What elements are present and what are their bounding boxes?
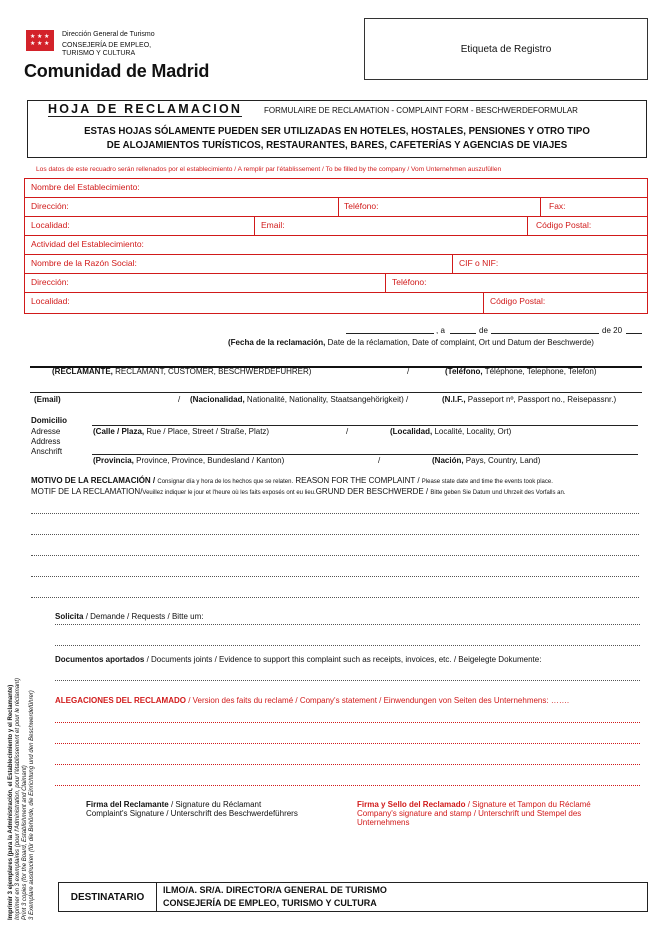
company-postal-field[interactable] bbox=[483, 293, 649, 314]
date-year-line[interactable] bbox=[626, 333, 642, 334]
anschrift-label: Anschrift bbox=[31, 447, 63, 456]
cif-field[interactable] bbox=[452, 255, 649, 273]
activity-label: Actividad del Establecimiento: bbox=[31, 239, 144, 249]
establishment-name-field[interactable] bbox=[25, 179, 649, 197]
establishment-email-field[interactable] bbox=[254, 217, 527, 235]
org-line-1: Dirección General de Turismo bbox=[62, 31, 155, 38]
recipient-line-1: ILMO/A. SR/A. DIRECTOR/A GENERAL DE TURISMO bbox=[163, 885, 387, 895]
registration-label-box bbox=[364, 18, 648, 80]
region-title: Comunidad de Madrid bbox=[24, 61, 210, 81]
establishment-postal-field[interactable] bbox=[527, 217, 649, 235]
date-day-line[interactable] bbox=[450, 333, 476, 334]
documents-line[interactable] bbox=[55, 680, 640, 681]
company-city-label: Localidad: bbox=[31, 296, 70, 306]
company-name-label: Nombre de la Razón Social: bbox=[31, 258, 137, 268]
recipient-box bbox=[58, 882, 648, 912]
madrid-flag-logo: ★ ★ ★ ★ ★ ★ bbox=[26, 30, 54, 51]
email-caption: (Email) bbox=[34, 395, 61, 404]
establishment-data-table bbox=[24, 178, 648, 314]
street-caption: (Calle / Plaza, Rue / Place, Street / Straße, Platz) bbox=[93, 427, 270, 436]
documents-caption: Documentos aportados / Documents joints / Evidence to support this complaint such as receipts, invoices, etc. / Beigelegte Dokumente: bbox=[55, 655, 542, 664]
company-phone-field[interactable] bbox=[385, 274, 649, 292]
reason-caption-2: MOTIF DE LA RECLAMATION/Veuillez indiquer le jour et l'heure où les faits exposés ont eu lieu.GRUND DER BESCHWERDE / Bitte geben Sie Datum und Uhrzeit des Vorfalls an. bbox=[31, 487, 566, 496]
allegations-caption: ALEGACIONES DEL RECLAMADO / Version des faits du reclamé / Company's statement / Einwendungen von Seiten des Unternehmens: ……. bbox=[55, 696, 570, 705]
form-title: HOJA DE RECLAMACION bbox=[48, 102, 243, 116]
establishment-name-label: Nombre del Establecimiento: bbox=[31, 182, 140, 192]
company-address-label: Dirección: bbox=[31, 277, 69, 287]
request-caption: Solicita / Demande / Requests / Bitte um: bbox=[55, 612, 204, 621]
company-city-field[interactable] bbox=[25, 293, 483, 314]
allegations-line[interactable] bbox=[55, 764, 640, 765]
org-line-2: CONSEJERÍA DE EMPLEO, bbox=[62, 42, 152, 49]
street-line[interactable] bbox=[92, 425, 638, 426]
email-label: Email: bbox=[261, 220, 285, 230]
title-box bbox=[27, 100, 647, 158]
claimant-phone-caption: (Teléfono, Téléphone, Telephone, Telefon) bbox=[445, 367, 597, 376]
company-signature-caption[interactable]: Firma y Sello del Reclamado / Signature et Tampon du Réclamé Company's signature and stamp / Unterschrift und Stempel des Unternehmens bbox=[357, 800, 591, 827]
copies-note: Imprimir 3 ejemplares (para la Administración, el Establecimiento y el Reclamante) Imprimer en 3 exemplaires (pour l'Administration, pour l'établissement et pour le réclamant) Print 3 copies (for the Board, Establishment and Claimant) 3 Exemplare ausdrucken (für die Behörde, die Einrichtung und den Beschwerdeführer) bbox=[8, 677, 35, 920]
date-month-line[interactable] bbox=[491, 333, 599, 334]
allegations-line[interactable] bbox=[55, 722, 640, 723]
recipient-label: DESTINATARIO bbox=[59, 883, 157, 911]
postal-label: Código Postal: bbox=[536, 220, 592, 230]
allegations-line[interactable] bbox=[55, 785, 640, 786]
claimant-email-line[interactable] bbox=[30, 392, 642, 393]
date-caption: (Fecha de la reclamación, Date de la réclamation, Date of complaint, Ort und Datum der Beschwerde) bbox=[228, 338, 594, 347]
company-postal-label: Código Postal: bbox=[490, 296, 546, 306]
date-comma-a: , a bbox=[436, 326, 445, 335]
locality-caption: (Localidad, Localité, Locality, Ort) bbox=[390, 427, 512, 436]
allegations-line[interactable] bbox=[55, 743, 640, 744]
request-line[interactable] bbox=[55, 624, 640, 625]
request-line[interactable] bbox=[55, 645, 640, 646]
form-title-translations: FORMULAIRE DE RECLAMATION - COMPLAINT FORM - BESCHWERDEFORMULAR bbox=[264, 106, 578, 115]
company-name-field[interactable] bbox=[25, 255, 452, 273]
establishment-activity-field[interactable] bbox=[25, 236, 649, 254]
establishment-address-field[interactable] bbox=[25, 198, 338, 216]
slash-3: / bbox=[346, 427, 349, 436]
org-line-3: TURISMO Y CULTURA bbox=[62, 50, 136, 57]
address-en-label: Address bbox=[31, 437, 61, 446]
establishment-phone-field[interactable] bbox=[338, 198, 540, 216]
nationality-caption: (Nacionalidad, Nationalité, Nationality, Staatsangehörigkeit) / bbox=[190, 395, 409, 404]
company-address-field[interactable] bbox=[25, 274, 385, 292]
reason-line[interactable] bbox=[31, 534, 639, 535]
slash-1: / bbox=[407, 367, 410, 376]
company-phone-label: Teléfono: bbox=[392, 277, 427, 287]
reason-line[interactable] bbox=[31, 513, 639, 514]
date-de-1: de bbox=[479, 326, 488, 335]
cif-label: CIF o NIF: bbox=[459, 258, 499, 268]
phone-label: Teléfono: bbox=[344, 201, 379, 211]
establishment-fax-field[interactable] bbox=[540, 198, 649, 216]
province-caption: (Provincia, Province, Province, Bundesland / Kanton) bbox=[93, 456, 285, 465]
nation-caption: (Nación, Pays, Country, Land) bbox=[432, 456, 541, 465]
address-label: Dirección: bbox=[31, 201, 69, 211]
nif-caption: (N.I.F., Passeport nº, Passport no., Reisepassnr.) bbox=[442, 395, 617, 404]
city-label: Localidad: bbox=[31, 220, 70, 230]
reason-line[interactable] bbox=[31, 576, 639, 577]
reason-caption-1: MOTIVO DE LA RECLAMACIÓN / Consignar día y hora de los hechos que se relaten. REASON FOR THE COMPLAINT / Please state date and time the events took place. bbox=[31, 476, 553, 485]
slash-4: / bbox=[378, 456, 381, 465]
slash-2: / bbox=[178, 395, 181, 404]
date-de-2: de 20 bbox=[602, 326, 623, 335]
reason-line[interactable] bbox=[31, 555, 639, 556]
claimant-signature-caption[interactable]: Firma del Reclamante / Signature du Réclamant Complaint's Signature / Unterschrift des Beschwerdeführers bbox=[86, 800, 298, 818]
usage-notice-line-2: DE ALOJAMIENTOS TURÍSTICOS, RESTAURANTES, BARES, CAFETERÍAS Y AGENCIAS DE VIAJES bbox=[106, 140, 568, 151]
recipient-line-2: CONSEJERÍA DE EMPLEO, TURISMO Y CULTURA bbox=[163, 898, 377, 908]
date-place-line[interactable] bbox=[346, 333, 434, 334]
reason-line[interactable] bbox=[31, 597, 639, 598]
usage-notice-line-1: ESTAS HOJAS SÓLAMENTE PUEDEN SER UTILIZADAS EN HOTELES, HOSTALES, PENSIONES Y OTRO TIPO bbox=[84, 126, 590, 137]
establishment-city-field[interactable] bbox=[25, 217, 254, 235]
fax-label: Fax: bbox=[549, 201, 566, 211]
establishment-instruction: Los datos de este recuadro serán rellenados por el establecimiento / A remplir par l'établissement / To be filled by the company / Vom Unternehmen auszufüllen bbox=[36, 166, 502, 173]
province-line[interactable] bbox=[92, 454, 638, 455]
registration-label: Etiqueta de Registro bbox=[460, 43, 552, 55]
claimant-name-caption: (RECLAMANTE, RECLAMANT, CUSTOMER, BESCHWERDEFÜHRER) bbox=[52, 367, 312, 376]
adresse-label: Adresse bbox=[31, 427, 61, 436]
domicile-label: Domicilio bbox=[31, 416, 68, 425]
